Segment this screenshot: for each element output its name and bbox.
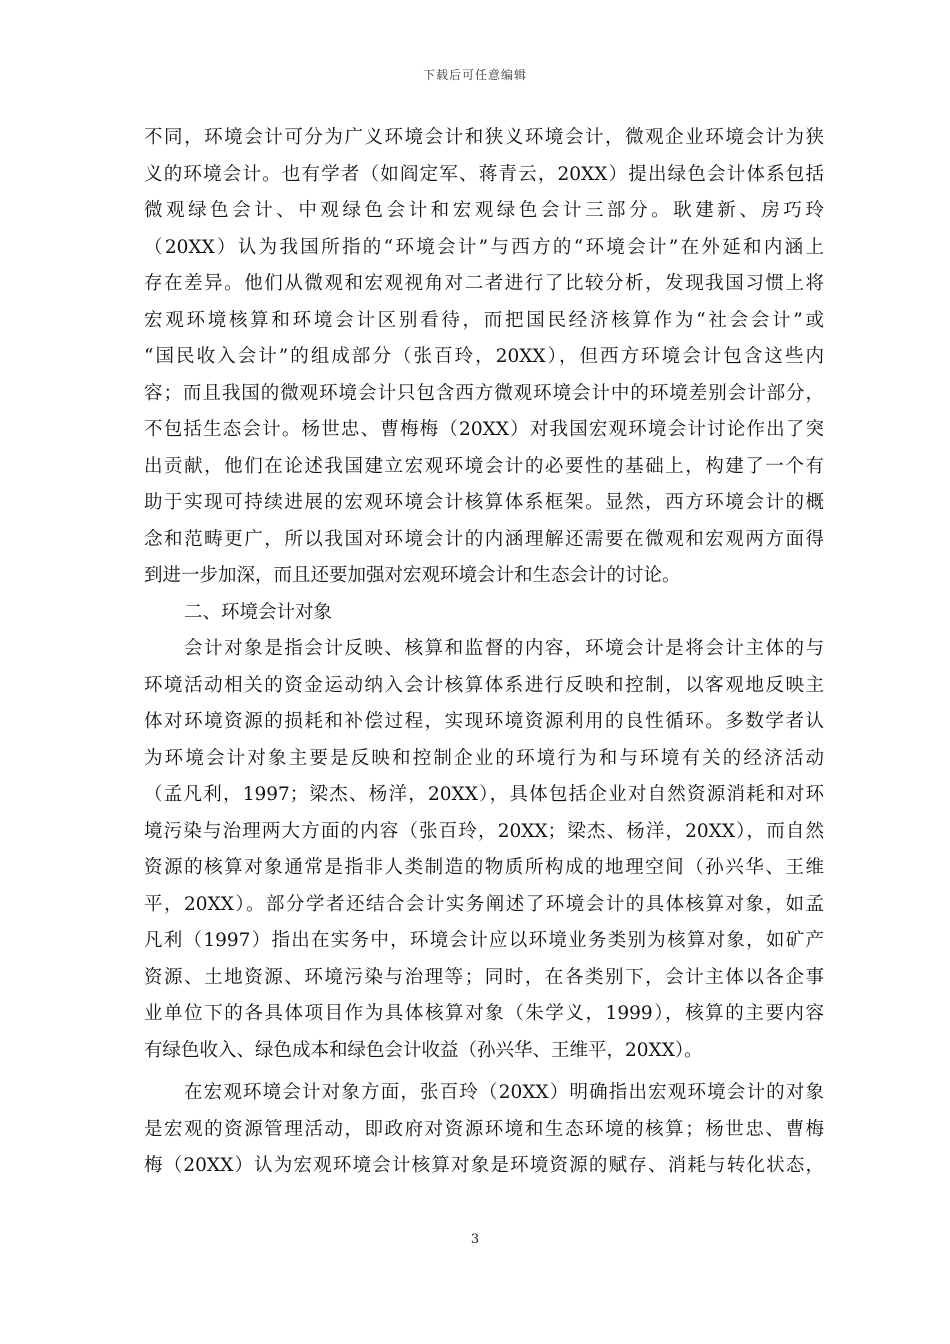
text-line: 资源的核算对象通常是指非人类制造的物质所构成的地理空间（孙兴华、王维 [144, 857, 824, 878]
text-line: 助于实现可持续进展的宏观环境会计核算体系框架。显然，西方环境会计的概 [144, 492, 824, 513]
text-line: （20XX）认为我国所指的“环境会计”与西方的“环境会计”在外延和内涵上 [144, 236, 824, 258]
paragraph-3 [144, 1075, 824, 1185]
text-line: 义的环境会计。也有学者（如阎定军、蒋青云，20XX）提出绿色会计体系包括 [144, 163, 824, 185]
text-line: 不包括生态会计。杨世忠、曹梅梅（20XX）对我国宏观环境会计讨论作出了突 [144, 419, 824, 440]
text-line: 不同，环境会计可分为广义环境会计和狭义环境会计，微观企业环境会计为狭 [144, 127, 824, 148]
paragraph-2 [144, 631, 824, 1069]
section-heading: 二、环境会计对象 [184, 601, 333, 623]
text-line: “国民收入会计”的组成部分（张百玲，20XX），但西方环境会计包含这些内 [144, 346, 824, 367]
text-line: 出贡献，他们在论述我国建立宏观环境会计的必要性的基础上，构建了一个有 [144, 455, 824, 477]
text-line: 为环境会计对象主要是反映和控制企业的环境行为和与环境有关的经济活动 [144, 747, 824, 769]
text-line: 资源、土地资源、环境污染与治理等；同时，在各类别下，会计主体以各企事 [144, 966, 824, 988]
document-body [144, 120, 824, 1185]
text-line: 在宏观环境会计对象方面，张百玲（20XX）明确指出宏观环境会计的对象 [184, 1082, 824, 1103]
page-number: 3 [470, 1232, 480, 1247]
text-line: 体对环境资源的损耗和补偿过程，实现环境资源利用的良性循环。多数学者认 [144, 711, 824, 732]
text-line: 有绿色收入、绿色成本和绿色会计收益（孙兴华、王维平，20XX）。 [144, 1039, 703, 1061]
text-line: 环境活动相关的资金运动纳入会计核算体系进行反映和控制，以客观地反映主 [144, 674, 824, 696]
text-line: 念和范畴更广，所以我国对环境会计的内涵理解还需要在微观和宏观两方面得 [144, 528, 824, 550]
text-line: 存在差异。他们从微观和宏观视角对二者进行了比较分析，发现我国习惯上将 [144, 273, 824, 294]
text-line: 是宏观的资源管理活动，即政府对资源环境和生态环境的核算；杨世忠、曹梅 [144, 1118, 824, 1140]
text-line: 凡利（1997）指出在实务中，环境会计应以环境业务类别为核算对象，如矿产 [144, 930, 824, 951]
text-line: 微观绿色会计、中观绿色会计和宏观绿色会计三部分。耿建新、房巧玲 [144, 200, 824, 221]
text-line: 会计对象是指会计反映、核算和监督的内容，环境会计是将会计主体的与 [184, 638, 824, 659]
text-line: 宏观环境核算和环境会计区别看待，而把国民经济核算作为“社会会计”或 [144, 309, 824, 331]
text-line: 业单位下的各具体项目作为具体核算对象（朱学义，1999），核算的主要内容 [144, 1003, 824, 1024]
paragraph-1 [144, 120, 824, 595]
text-line: （孟凡利，1997；梁杰、杨洋，20XX），具体包括企业对自然资源消耗和对环 [144, 784, 824, 805]
text-line: 到进一步加深，而且还要加强对宏观环境会计和生态会计的讨论。 [144, 565, 681, 586]
text-line: 梅（20XX）认为宏观环境会计核算对象是环境资源的赋存、消耗与转化状态， [144, 1155, 824, 1176]
text-line: 境污染与治理两大方面的内容（张百玲，20XX；梁杰、杨洋，20XX），而自然 [144, 820, 824, 842]
text-line: 容；而且我国的微观环境会计只包含西方微观环境会计中的环境差别会计部分， [144, 382, 824, 404]
page-header-note: 下载后可任意编辑 [422, 68, 527, 82]
text-line: 平，20XX）。部分学者还结合会计实务阐述了环境会计的具体核算对象，如孟 [144, 893, 824, 915]
